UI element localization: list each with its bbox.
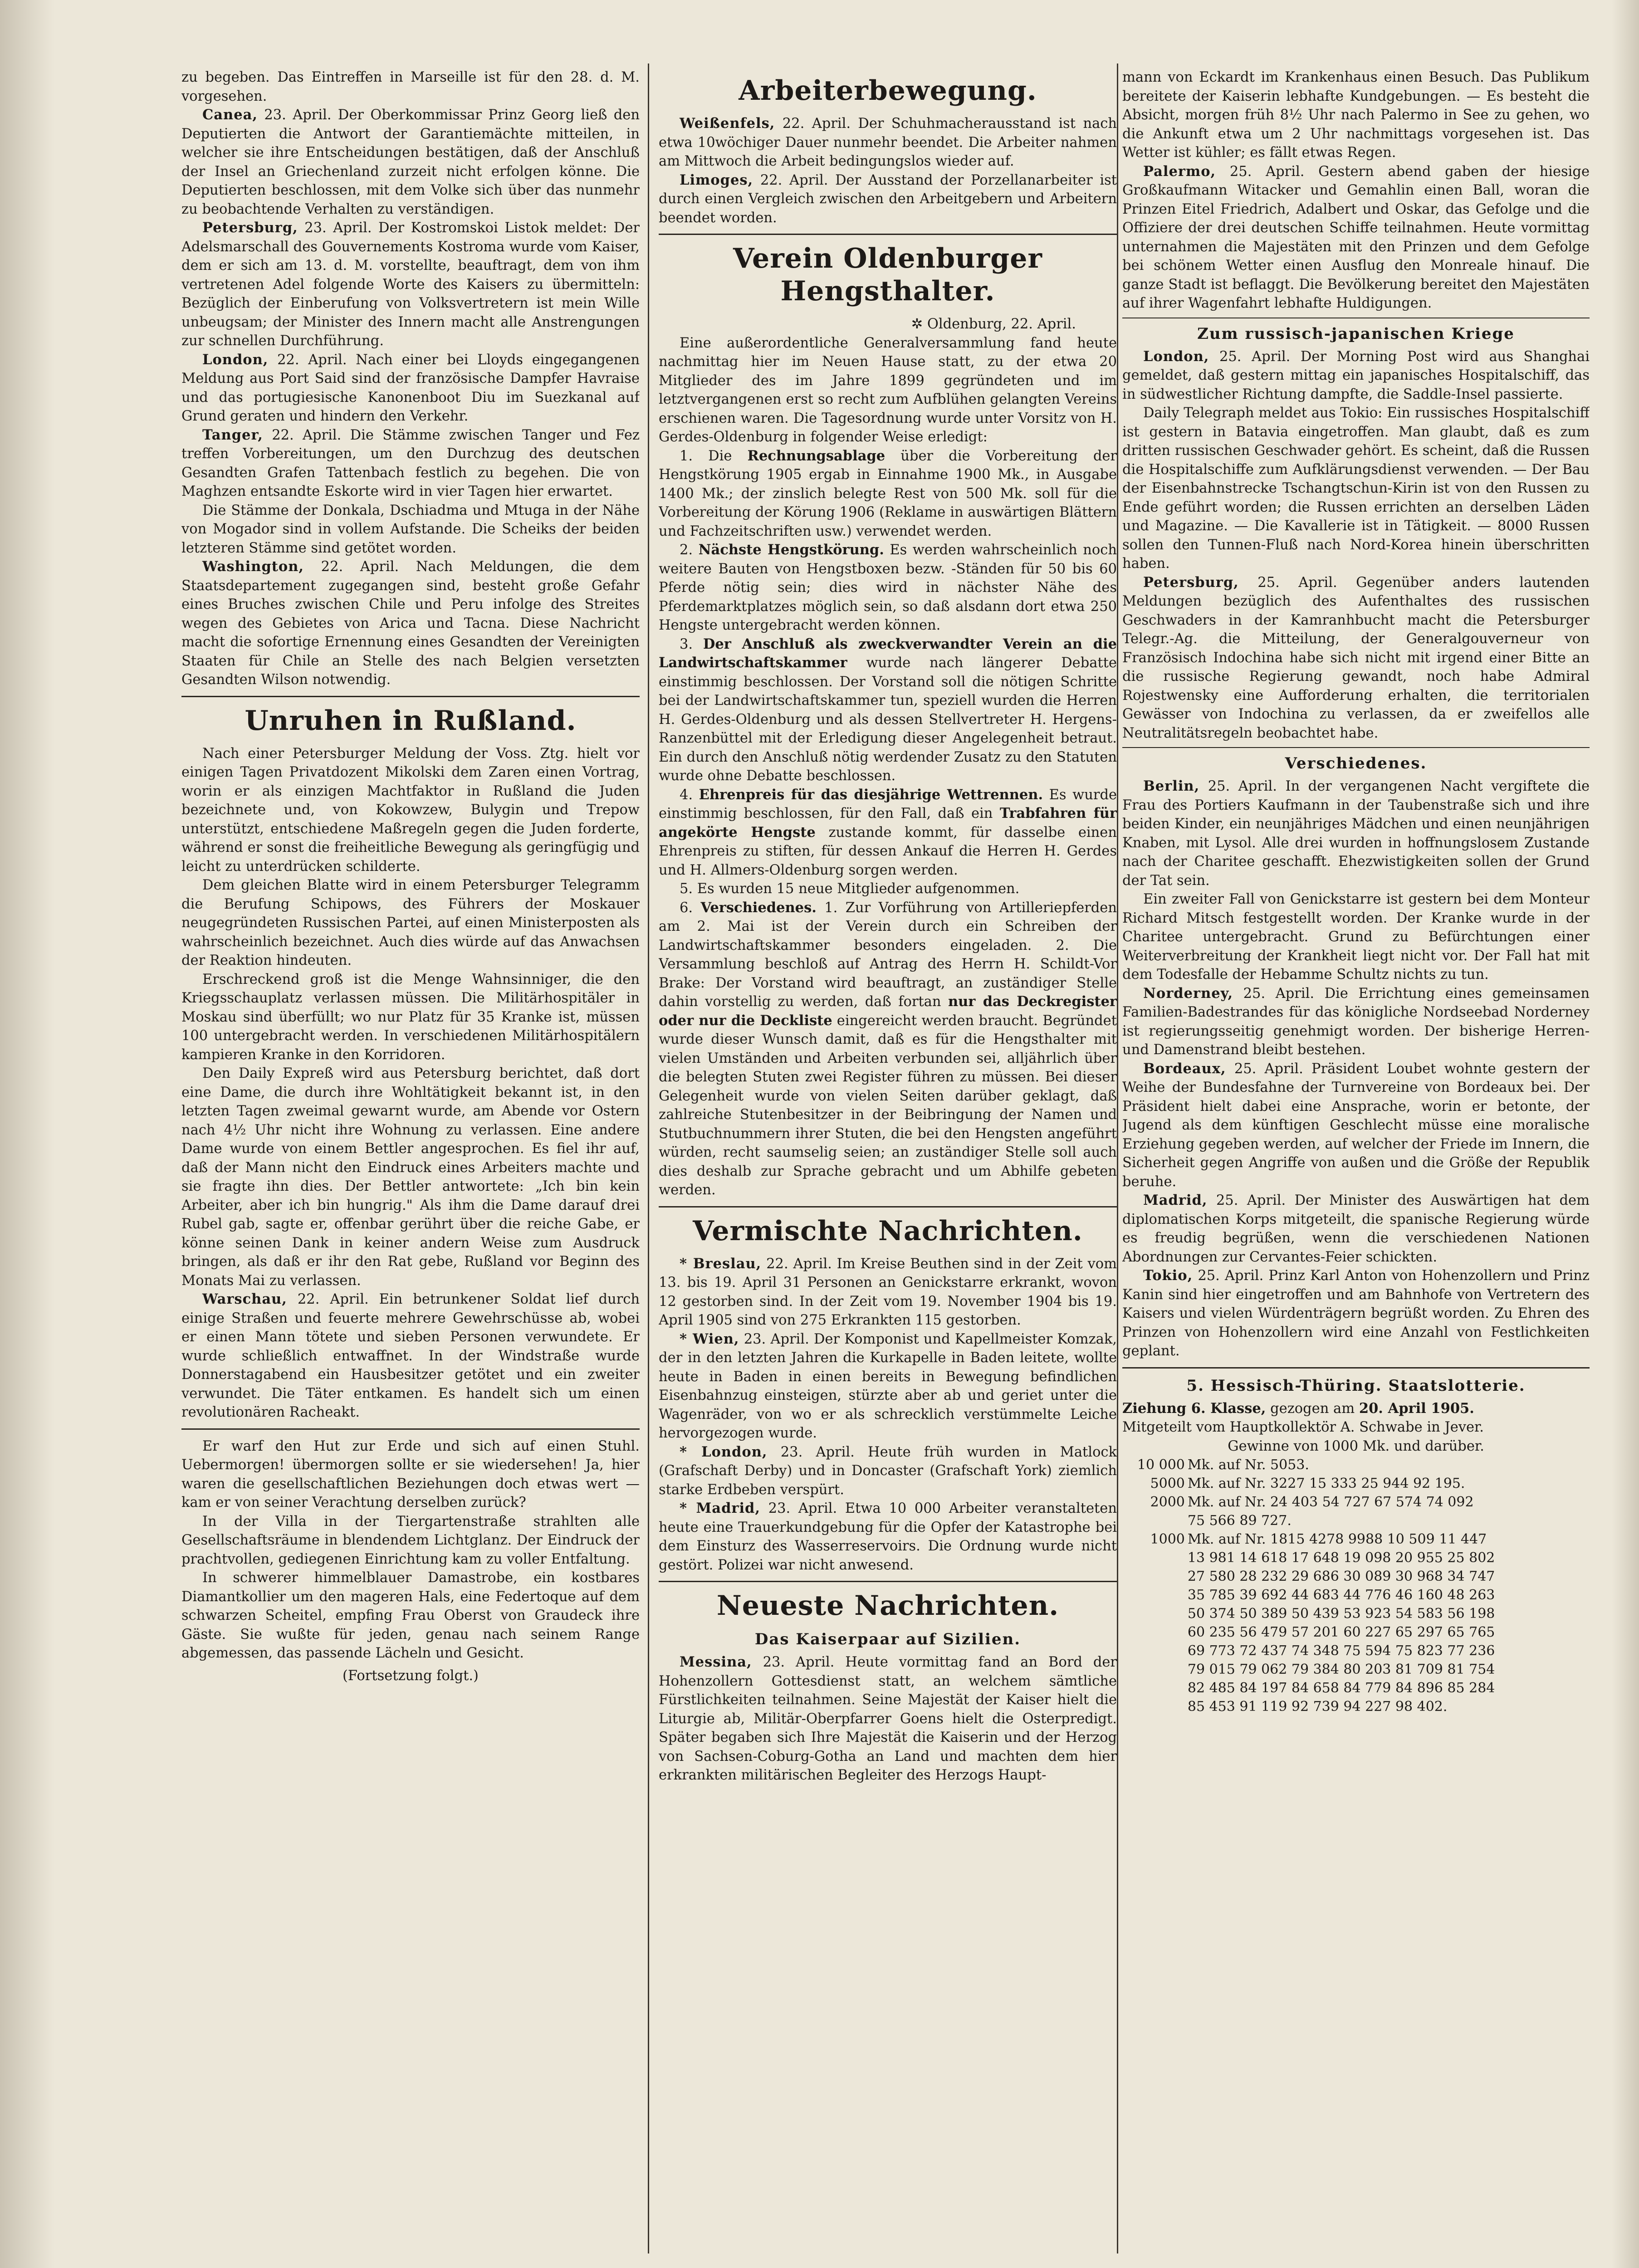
article-paragraph: 5. Es wurden 15 neue Mitglieder aufgenommen.: [680, 881, 1020, 897]
paragraph-text: 25. April. Der Morning Post wird aus Shanghai gemeldet, daß gestern mittag ein japanisches Hospitalschiff, das in südwestlicher Richtung dampfte, die Saddle-Insel passierte.: [1122, 348, 1590, 402]
ticket-numbers-cell: 35 785 39 692 44 683 44 776 46 160 48 263: [1187, 1587, 1495, 1603]
column-3: [1122, 68, 1590, 2258]
ticket-numbers-cell: 69 773 72 437 74 348 75 594 75 823 77 236: [1187, 1643, 1495, 1659]
table-row: [1122, 1586, 1590, 1604]
subheading-kaiserpaar: Das Kaiserpaar auf Sizilien.: [754, 1630, 1021, 1648]
section-divider: [181, 1428, 640, 1430]
ticket-numbers-cell: Mk. auf Nr. 24 403 54 727 67 574 74 092: [1187, 1494, 1474, 1510]
place-name: * Wien,: [680, 1330, 739, 1347]
article-paragraph: [1122, 984, 1590, 1060]
article-paragraph: [181, 106, 640, 219]
continuation-note: (Fortsetzung folgt.): [342, 1667, 479, 1684]
table-row: [1122, 1604, 1590, 1623]
item-number: 1. Die: [680, 448, 748, 464]
paragraph-text: 22. April. Nach Meldungen, die dem Staatsdepartement zugegangen sind, besteht große Gefahr eines Bruches zwischen Chile und Peru infolge des Streites wegen des Gebietes von Arica und Tacna. Diese Nachricht macht die sofortige Ernennung eines Gesandten der Vereinigten Staaten für Chile an Stelle des nach Belgien versetzten Gesandten Wilson notwendig.: [181, 559, 640, 688]
item-title: Verschiedenes.: [700, 899, 817, 916]
table-row: [1122, 1474, 1590, 1493]
place-name: Petersburg,: [1143, 574, 1239, 591]
place-name: Berlin,: [1143, 778, 1200, 794]
article-paragraph: [181, 219, 640, 351]
prize-amount-cell: [1122, 1679, 1188, 1697]
item-title: Rechnungsablage: [747, 447, 886, 464]
place-name: Tokio,: [1143, 1267, 1193, 1284]
item-title: Ehrenpreis für das diesjährige Wettrennen.: [699, 786, 1043, 803]
ticket-numbers-cell: 79 015 79 062 79 384 80 203 81 709 81 754: [1187, 1662, 1495, 1677]
paragraph-text: 25. April. Die Errichtung eines gemeinsamen Familien-Badestrandes für das königliche Nordseebad Norderney ist regierungsseitig genehmigt worden. Der bisherige Herren- und Damenstrand bleibt bestehen.: [1122, 985, 1590, 1058]
item-number: 4.: [680, 787, 699, 803]
place-name: * Madrid,: [680, 1500, 760, 1516]
place-name: Messina,: [680, 1654, 752, 1670]
article-paragraph: [659, 447, 1117, 541]
article-paragraph: Erschreckend groß ist die Menge Wahnsinniger, die den Kriegsschauplatz verlassen müssen. Die Militärhospitäler in Moskau sind überfüllt; wo nur Platz für 35 Kranke ist, müssen 100 untergebracht werden. In verschiedenen Militärhospitälern kampieren Kranke in den Korridoren.: [181, 971, 640, 1063]
prize-amount-cell: 5000: [1150, 1476, 1185, 1491]
paragraph-text: 22. April. Im Kreise Beuthen sind in der Zeit vom 13. bis 19. April 31 Personen an Genickstarre erkrankt, wovon 12 gestorben sind. In der Zeit vom 19. November 1904 bis 19. April 1905 sind von 275 Erkrankten 115 gestorben.: [659, 1256, 1117, 1328]
place-name: * London,: [680, 1443, 768, 1460]
paragraph-text: 25. April. Präsident Loubet wohnte gestern der Weihe der Bundesfahne der Turnvereine von Bordeaux bei. Der Präsident hielt dabei eine Ansprache, worin er betonte, der Jugend als dem künftigen Geschlecht müsse eine moralische Erziehung gegeben werden, auf welcher der Friede im Innern, die Sicherheit gegen Angriffe von außen und die Größe der Republik beruhe.: [1122, 1061, 1590, 1190]
section-heading-verschiedenes: Verschiedenes.: [1285, 754, 1427, 772]
column-rule-2: [1117, 64, 1118, 2253]
place-name: Madrid,: [1143, 1192, 1208, 1208]
place-name: London,: [1143, 348, 1209, 365]
item-number: 6.: [680, 899, 701, 916]
place-name: Palermo,: [1143, 163, 1216, 180]
section-divider: [659, 234, 1117, 235]
section-heading-verein: Verein Oldenburger Hengsthalter.: [733, 243, 1043, 307]
lottery-source: Mitgeteilt vom Hauptkollektör A. Schwabe in Jever.: [1122, 1419, 1484, 1435]
ticket-numbers-cell: 82 485 84 197 84 658 84 779 84 896 85 284: [1187, 1680, 1495, 1696]
emphasis-text: Trabfahren für angekörte Hengste: [659, 805, 1117, 841]
ticket-numbers-cell: 60 235 56 479 57 201 60 227 65 297 65 765: [1187, 1624, 1495, 1640]
paragraph-text: 23. April. Etwa 10 000 Arbeiter veranstalteten heute eine Trauerkundgebung für die Opfer der Katastrophe bei dem Einsturz des Wasserreservoirs. Die Ordnung wurde nicht gestört. Polizei war nicht anwesend.: [659, 1501, 1117, 1573]
section-heading-krieg: Zum russisch-japanischen Kriege: [1197, 324, 1515, 343]
table-row: [1122, 1697, 1590, 1716]
section-heading-arbeiterbewegung: Arbeiterbewegung.: [739, 75, 1037, 107]
article-paragraph: [659, 1499, 1117, 1574]
article-paragraph: [1122, 1060, 1590, 1192]
prize-amount-cell: 1000: [1150, 1531, 1185, 1547]
article-paragraph: [181, 351, 640, 426]
paragraph-text: 25. April. Der Minister des Auswärtigen hat dem diplomatischen Korps mitgeteilt, die spanische Regierung würde es freudig begrüßen, wenn die verschiedenen Nationen Abordnungen zur Cervantes-Feier schickten.: [1122, 1193, 1590, 1265]
article-paragraph: zu begeben. Das Eintreffen in Marseille ist für den 28. d. M. vorgesehen.: [181, 69, 640, 104]
article-paragraph: [1122, 573, 1590, 743]
section-heading-vermischte: Vermischte Nachrichten.: [693, 1215, 1083, 1247]
article-paragraph: [181, 557, 640, 689]
item-title: Der Anschluß als zweckverwandter Verein an die Landwirtschaftskammer: [659, 635, 1117, 671]
place-name: London,: [202, 351, 269, 368]
paragraph-text: 22. April. Die Stämme zwischen Tanger und Fez treffen Vorbereitungen, um den Durchzug des deutschen Gesandten Grafen Tattenbach festlich zu begehen. Die von Maghzen entsandte Eskorte wird in vier Tagen hier erwartet.: [181, 427, 640, 499]
ticket-numbers-cell: 27 580 28 232 29 686 30 089 30 968 34 747: [1187, 1569, 1495, 1584]
article-paragraph: Eine außerordentliche Generalversammlung fand heute nachmittag hier im Neuen Hause statt, zu der etwa 20 Mitglieder des im Jahre 1899 gegründeten und im letztvergangenen erst so recht zum Aufblühen gelangten Vereins erschienen waren. Die Tagesordnung wurde unter Vorsitz von H. Gerdes-Oldenburg in folgender Weise erledigt:: [659, 335, 1117, 445]
lottery-heading: 5. Hessisch-Thüring. Staatslotterie.: [1186, 1376, 1526, 1395]
lottery-date: 20. April 1905.: [1359, 1400, 1474, 1417]
place-name: Tanger,: [202, 426, 263, 443]
paragraph-text: 23. April. Der Oberkommissar Prinz Georg ließ den Deputierten die Antwort der Garantiemächte mitteilen, in welcher sie ihre Entscheidungen bestätigen, daß der Anschluß der Insel an Griechenland zurzeit nicht erfolgen könne. Die Deputierten beschlossen, mit dem Volke sich über das nunmehr zu beobachtende Verhalten zu verständigen.: [181, 107, 640, 217]
table-row: [1122, 1567, 1590, 1586]
prize-amount-cell: 2000: [1150, 1494, 1185, 1510]
article-paragraph: [1122, 162, 1590, 313]
prize-amount-cell: [1122, 1697, 1188, 1716]
section-divider: [659, 1581, 1117, 1582]
article-paragraph: [181, 1290, 640, 1422]
section-heading-unruhen: Unruhen in Rußland.: [245, 704, 577, 737]
table-row: [1122, 1530, 1590, 1549]
place-name: Warschau,: [202, 1291, 287, 1307]
item-number: 3.: [680, 636, 703, 652]
ticket-numbers-cell: Mk. auf Nr. 3227 15 333 25 944 92 195.: [1187, 1476, 1465, 1491]
feuilleton-paragraph: In der Villa in der Tiergartenstraße strahlten alle Gesellschaftsräume in blendendem Lichtglanz. Der Eindruck der prachtvollen, gediegenen Einrichtung kam zu voller Entfaltung.: [181, 1513, 640, 1567]
table-row: [1122, 1511, 1590, 1530]
paragraph-text: 1. Zur Vorführung von Artilleriepferden am 2. Mai ist der Verein durch ein Schreiben der Landwirtschaftskammer besonders eingeladen. 2. Die Versammlung beschloß auf Antrag des Herrn H. Schildt-Vor Brake: Der Vorstand wird beauftragt, an zuständiger Stelle dahin vorstellig zu werden, daß fortan: [659, 899, 1117, 1010]
column-rule-1: [648, 64, 649, 2253]
column-2: [659, 68, 1117, 2258]
section-divider: [181, 696, 640, 697]
place-name: Norderney,: [1143, 985, 1233, 1002]
section-heading-neueste: Neueste Nachrichten.: [716, 1590, 1059, 1622]
article-paragraph: Daily Telegraph meldet aus Tokio: Ein russisches Hospitalschiff ist gestern in Batavia eingetroffen. Man glaubt, daß es zum dritten russischen Geschwader gehört. Es scheint, daß die Russen die Hospitalschiffe zum Aufklärungsdienst verwenden. — Der Bau der Eisenbahnstrecke Tschangtschun-Kirin ist von den Russen zu Ende geführt worden; die Russen errichten an derselben Läden und Magazine. — Die Kavallerie ist in Tätigkeit. — 8000 Russen sollen den Tunnen-Fluß nach Nord-Korea hinein überschritten haben.: [1122, 405, 1590, 572]
paragraph-text: 25. April. Gestern abend gaben der hiesige Großkaufmann Witacker und Gemahlin einen Ball, woran die Prinzen Eitel Friedrich, Adalbert und Oskar, das Gefolge und die Offiziere der drei deutschen Schiffe teilnahmen. Heute vormittag unternahmen die Majestäten mit den Prinzen und dem Gefolge bei schönem Wetter einen Ausflug den Monreale hinauf. Die ganze Stadt ist beflaggt. Die Bevölkerung bereitet den Majestäten auf ihrer Wagenfahrt lebhafte Huldigungen.: [1122, 163, 1590, 311]
prize-amount-cell: [1122, 1567, 1188, 1586]
paragraph-text: Es wurde einstimmig beschlossen, für den Fall, daß ein: [659, 787, 1117, 821]
paragraph-text: 22. April. Der Schuhmacherausstand ist nach etwa 10wöchiger Dauer nunmehr beendet. Die Arbeiter nahmen am Mittwoch die Arbeit bedingungslos wieder auf.: [659, 116, 1117, 169]
prize-amount-cell: [1122, 1586, 1188, 1604]
paragraph-text: 25. April. In der vergangenen Nacht vergiftete die Frau des Portiers Kaufmann in der Taubenstraße sich und ihre beiden Kinder, ein neunjähriges Mädchen und einen neunjährigen Knaben, mit Lysol. Alle drei wurden in hoffnungslosem Zustande nach der Charitee geschafft. Ehezwistigkeiten sollen der Grund der Tat sein.: [1122, 778, 1590, 889]
paragraph-text: 22. April. Ein betrunkener Soldat lief durch einige Straßen und feuerte mehrere Gewehrschüsse ab, wobei er einen Mann tötete und sieben Personen verwundete. Er wurde schließlich entwaffnet. In der Windstraße wurde Donnerstagabend ein Hausbesitzer getötet und ein zweiter verwundet. Die Täter entkamen. Es handelt sich um einen revolutionären Racheakt.: [181, 1291, 640, 1420]
article-paragraph: Die Stämme der Donkala, Dschiadma und Mtuga in der Nähe von Mogador sind in vollem Aufstande. Die Scheiks der beiden letzteren Stämme sind getötet worden.: [181, 502, 640, 556]
place-name: Petersburg,: [202, 220, 298, 236]
item-title: Nächste Hengstkörung.: [698, 542, 884, 558]
section-divider: [659, 1206, 1117, 1207]
place-name: Limoges,: [680, 171, 753, 188]
ticket-numbers-cell: 13 981 14 618 17 648 19 098 20 955 25 802: [1187, 1550, 1495, 1566]
paragraph-text: wurde nach längerer Debatte einstimmig beschlossen. Der Vorstand soll die nötigen Schritte bei der Landwirtschaftskammer tun, speziell wurden die Herren H. Gerdes-Oldenburg und als dessen Stellvertreter H. Hergens-Ranzenbüttel mit der Erledigung dieser Angelegenheit betraut. Ein durch den Anschluß nötig werdender Zusatz zu den Statuten wurde ohne Debatte beschlossen.: [659, 655, 1117, 784]
prize-amount-cell: [1122, 1549, 1188, 1567]
article-paragraph: [181, 426, 640, 501]
prize-amount-cell: 10 000: [1137, 1457, 1185, 1473]
place-name: * Breslau,: [680, 1255, 762, 1272]
paragraph-text: zustande kommt, für dasselbe einen Ehrenpreis zu stiften, für dessen Ankauf die Herren H. Gerdes und H. Allmers-Oldenburg sorgen werden.: [659, 824, 1117, 878]
ticket-numbers-cell: Mk. auf Nr. 5053.: [1187, 1457, 1309, 1473]
prize-amount-cell: [1122, 1623, 1188, 1642]
paragraph-text: 25. April. Gegenüber anders lautenden Meldungen bezüglich des Aufenthaltes des russischen Geschwaders in der Kamranhbucht macht die Petersburger Telegr.-Ag. die Mitteilung, der Generalgouverneur von Französisch Indochina habe sich nicht mit irgend einer Bitte an die russische Regierung gewandt, noch habe Admiral Rojestwensky eine Aufforderung erhalten, die territorialen Gewässer von Indochina zu verlassen, da er zweifellos alle Neutralitätsregeln beobachtet habe.: [1122, 574, 1590, 741]
ticket-numbers-cell: 75 566 89 727.: [1187, 1513, 1292, 1529]
article-paragraph: [1122, 1266, 1590, 1361]
lottery-winnings-caption: Gewinne von 1000 Mk. und darüber.: [1228, 1438, 1484, 1454]
article-paragraph: [659, 786, 1117, 880]
paragraph-text: 25. April. Prinz Karl Anton von Hohenzollern und Prinz Kanin sind hier eingetroffen und am Bahnhofe von Vertretern des Kaisers und vielen Würdenträgern begrüßt worden. Zu Ehren des Prinzen von Hohenzollern wird eine Anzahl von Festlichkeiten geplant.: [1122, 1268, 1590, 1359]
article-paragraph: [1122, 777, 1590, 890]
lottery-table-body: [1122, 1456, 1590, 1716]
paragraph-text: 23. April. Der Kostromskoi Listok meldet: Der Adelsmarschall des Gouvernements Kostroma wurde vom Kaiser, dem er sich am 13. d. M. vorstellte, beauftragt, dem von ihm vertretenen Adel folgende Worte des Kaisers zu übermitteln: Bezüglich der Einberufung von Volksvertretern ist mein Wille unbeugsam; der Minister des Innern macht alle Anstrengungen zur schnellen Durchführung.: [181, 220, 640, 349]
paragraph-text: über die Vorbereitung der Hengstkörung 1905 ergab in Einnahme 1900 Mk., in Ausgabe 1400 Mk.; der zinslich belegte Rest von 500 Mk. soll für die Vorbereitung der Körung 1906 (Reklame in auswärtigen Blättern und Fachzeitschriften usw.) verwendet werden.: [659, 448, 1117, 539]
article-paragraph: [659, 1330, 1117, 1443]
place-name: Canea,: [202, 107, 258, 123]
feuilleton-paragraph: In schwerer himmelblauer Damastrobe, ein kostbares Diamantkollier um den mageren Hals, eine Federtoque auf dem schwarzen Scheitel, empfing Frau Oberst von Graudeck ihre Gäste. Sie wußte für jeden, genau nach seinem Range abgemessen, das passende Lächeln und Gesicht.: [181, 1570, 640, 1661]
table-row: [1122, 1660, 1590, 1679]
prize-amount-cell: [1122, 1642, 1188, 1660]
paragraph-text: 23. April. Heute früh wurden in Matlock (Grafschaft Derby) und in Doncaster (Grafschaft York) ziemlich starke Erdbeben verspürt.: [659, 1444, 1117, 1498]
article-paragraph: [1122, 347, 1590, 404]
lottery-class: Ziehung 6. Klasse,: [1122, 1400, 1266, 1417]
article-paragraph: [659, 1443, 1117, 1500]
item-number: 2.: [680, 542, 699, 558]
feuilleton-paragraph: Er warf den Hut zur Erde und sich auf einen Stuhl. Uebermorgen! übermorgen sollte er sie wiedersehen! Ja, hier waren die gesellschaftlichen Beziehungen doch etwas wert — kam er von seiner Verachtung derselben zurück?: [181, 1438, 640, 1510]
place-name: Washington,: [202, 558, 304, 575]
paragraph-text: 23. April. Der Komponist und Kapellmeister Komzak, der in den letzten Jahren die Kurkapelle in Baden leitete, wollte heute in Baden in einen bereits in Bewegung befindlichen Eisenbahnzug einsteigen, stürzte aber ab und geriet unter die Wagenräder, von wo er als schrecklich verstümmelte Leiche hervorgezogen wurde.: [659, 1331, 1117, 1441]
column-1: [181, 68, 640, 2258]
article-paragraph: Dem gleichen Blatte wird in einem Petersburger Telegramm die Berufung Schipows, des Führers der Moskauer neugegründeten Russischen Partei, auf einen Ministerposten als wahrscheinlich bezeichnet. Auch dies würde auf das Anwachsen der Reaktion hindeuten.: [181, 877, 640, 968]
paragraph-text: eingereicht werden braucht. Begründet wurde dieser Wunsch damit, daß es für die Hengsthalter mit vielen Umständen und Arbeiten verbunden sei, alljährlich über die belegten Stuten zwei Register führen zu müssen. Bei dieser Gelegenheit wurde von vielen Seiten darüber geklagt, daß zahlreiche Stutenbesitzer in der Beibringung der Namen und Stutbuchnummern ihrer Stuten, die bei den Hengsten angeführt würden, recht saumselig seien; an zuständiger Stelle soll auch dies deshalb zur Sprache gebracht und um Abhilfe gebeten werden.: [659, 1012, 1117, 1198]
article-paragraph: [659, 541, 1117, 635]
ticket-numbers-cell: 85 453 91 119 92 739 94 227 98 402.: [1187, 1699, 1448, 1715]
place-name: Weißenfels,: [680, 115, 775, 132]
emphasis-text: nur das Deckregister oder nur die Deckliste: [659, 993, 1117, 1029]
ticket-numbers-cell: 50 374 50 389 50 439 53 923 54 583 56 198: [1187, 1606, 1495, 1622]
table-row: [1122, 1642, 1590, 1660]
article-paragraph: [1122, 1191, 1590, 1266]
paragraph-text: 23. April. Heute vormittag fand an Bord der Hohenzollern Gottesdienst statt, an welchem sämtliche Fürstlichkeiten teilnahmen. Seine Majestät der Kaiser hielt die Liturgie ab, Militär-Oberpfarrer Goens hielt die Osterpredigt. Später begaben sich Ihre Majestät die Kaiserin und der Herzog von Sachsen-Coburg-Gotha an Land und machten dem hier erkrankten militärischen Begleiter des Herzogs Haupt-: [659, 1654, 1117, 1783]
article-paragraph: [659, 1255, 1117, 1330]
paragraph-text: Es werden wahrscheinlich noch weitere Bauten von Hengstboxen bezw. -Ständen für 50 bis 60 Pferde nötig sein; dies wird in nächster Nähe des Pferdemarktplatzes möglich sein, so daß alsdann dort etwa 250 Hengste untergebracht werden können.: [659, 542, 1117, 633]
prize-amount-cell: [1122, 1660, 1188, 1679]
lottery-subheading: [1122, 1399, 1590, 1418]
page-edge-shadow-left: [0, 0, 54, 2268]
table-row: [1122, 1679, 1590, 1697]
dateline: ✲ Oldenburg, 22. April.: [911, 316, 1076, 332]
page-edge-shadow-right: [1612, 0, 1639, 2268]
article-paragraph: Ein zweiter Fall von Genickstarre ist gestern bei dem Monteur Richard Mitsch festgestellt worden. Der Kranke wurde in der Charitee untergebracht. Grund zu Befürchtungen einer Weiterverbreitung der Krankheit liegt nicht vor. Der Fall hat mit dem Todesfalle der Hebamme Schultz nichts zu tun.: [1122, 891, 1590, 982]
article-paragraph: Den Daily Expreß wird aus Petersburg berichtet, daß dort eine Dame, die durch ihre Wohltätigkeit bekannt ist, in den letzten Tagen zweimal gewarnt wurde, am Abende vor Ostern nach 4½ Uhr nicht ihre Wohnung zu verlassen. Eine andere Dame wurde von einem Bettler angesprochen. Es fiel ihr auf, daß der Mann nicht den Eindruck eines Arbeiters machte und sie fragte ihn dies. Der Bettler antwortete: „Ich bin kein Arbeiter, aber ich bin hungrig." Als ihm die Dame darauf drei Rubel gab, sagte er, offenbar gerührt über die reiche Gabe, er könne seinen Dank in keiner andern Weise zum Ausdruck bringen, als daß er ihr den Rat gebe, Rußland vor Beginn des Monats Mai zu verlassen.: [181, 1066, 640, 1289]
place-name: Bordeaux,: [1143, 1060, 1226, 1077]
article-paragraph: [659, 171, 1117, 228]
paragraph-text: 22. April. Der Ausstand der Porzellanarbeiter ist durch einen Vergleich zwischen den Arbeitgebern und Arbeitern beendet worden.: [659, 172, 1117, 226]
section-divider: [1122, 1367, 1590, 1369]
prize-amount-cell: [1122, 1511, 1188, 1530]
table-row: [1122, 1493, 1590, 1511]
table-row: [1122, 1549, 1590, 1567]
article-paragraph: mann von Eckardt im Krankenhaus einen Besuch. Das Publikum bereitete der Kaiserin lebhafte Kundgebungen. — Es besteht die Absicht, morgen früh 8½ Uhr nach Palermo in See zu gehen, wo die Ankunft etwa um 2 Uhr nachmittags vorgesehen ist. Das Wetter ist kühler; es fällt etwas Regen.: [1122, 69, 1590, 161]
prize-amount-cell: [1122, 1604, 1188, 1623]
table-row: [1122, 1623, 1590, 1642]
article-paragraph: [659, 114, 1117, 171]
paragraph-text: 22. April. Nach einer bei Lloyds eingegangenen Meldung aus Port Said sind der französische Dampfer Havraise und das portugiesische Kanonenboot Diu im Suezkanal auf Grund geraten und hindern den Verkehr.: [181, 352, 640, 424]
paragraph-text: gezogen am: [1266, 1400, 1359, 1417]
article-paragraph: [659, 1653, 1117, 1785]
ticket-numbers-cell: Mk. auf Nr. 1815 4278 9988 10 509 11 447: [1187, 1531, 1487, 1547]
table-row: [1122, 1456, 1590, 1474]
section-divider: [1122, 747, 1590, 748]
lottery-table: [1122, 1456, 1590, 1716]
article-paragraph: [659, 635, 1117, 786]
article-paragraph: Nach einer Petersburger Meldung der Voss. Ztg. hielt vor einigen Tagen Privatdozent Mikolski dem Zaren einen Vortrag, worin er als einzigen Machtfaktor in Rußland die Juden bezeichnete und, von Kokowzew, Bulygin und Trepow unterstützt, entschiedene Maßregeln gegen die Juden forderte, während er sonst die freiheitliche Bewegung als geringfügig und leicht zu unterdrücken schilderte.: [181, 745, 640, 875]
article-paragraph: [659, 899, 1117, 1200]
